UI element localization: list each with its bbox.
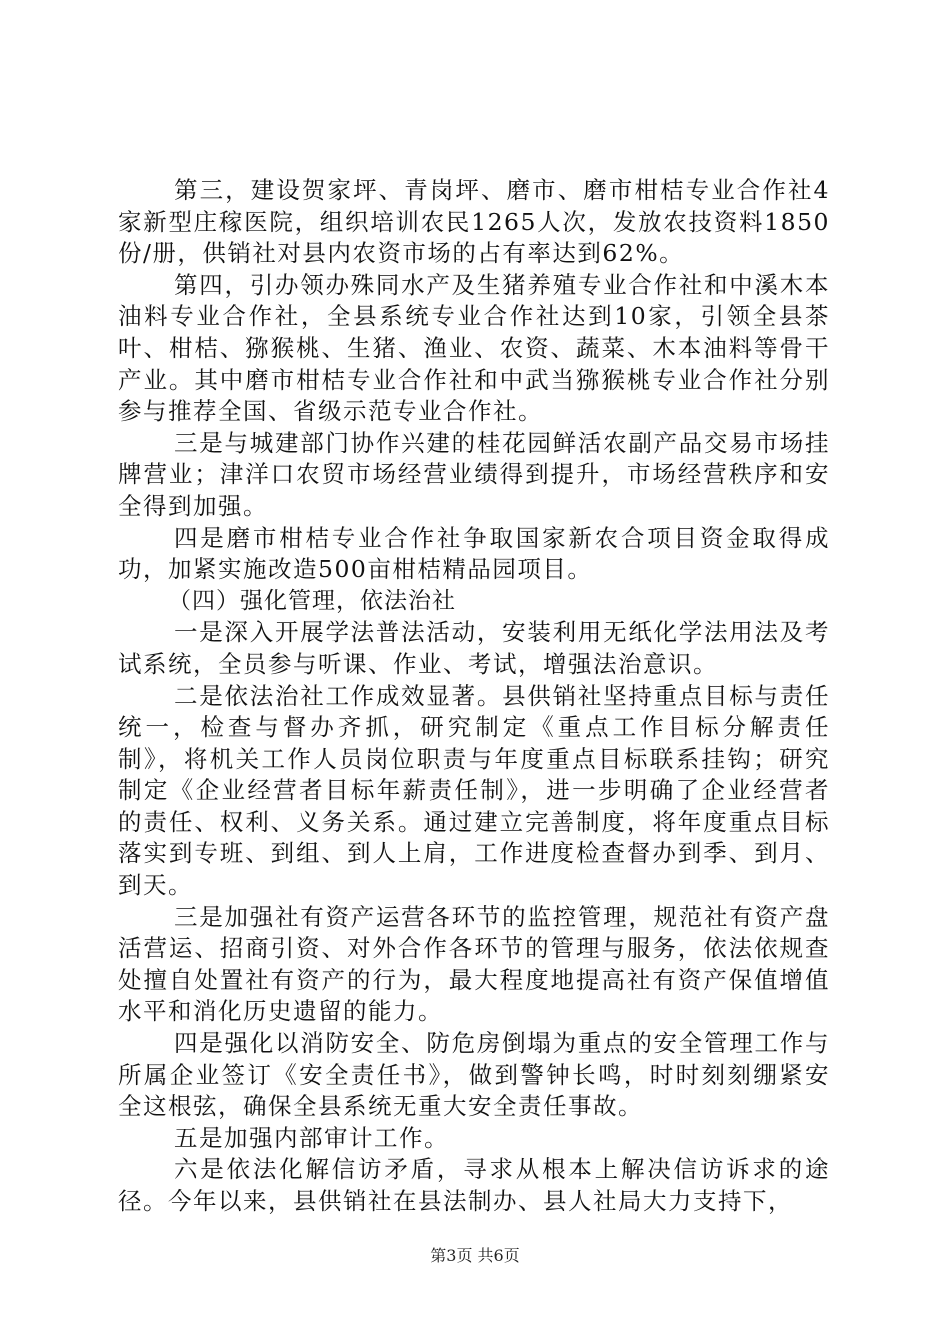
paragraph-petitions: 六是依法化解信访矛盾，寻求从根本上解决信访诉求的途径。今年以来，县供销社在县法制办、县人社局大力支持下，: [118, 1155, 830, 1215]
paragraph-third-rural-clinics: 第三，建设贺家坪、青岗坪、磨市、磨市柑桔专业合作社4家新型庄稼医院，组织培训农民1265人次，发放农技资料1850份/册，供销社对县内农资市场的占有率达到62%。: [118, 176, 830, 268]
paragraph-rule-of-law: 二是依法治社工作成效显著。县供销社坚持重点目标与责任统一，检查与督办齐抓，研究制定《重点工作目标分解责任制》，将机关工作人员岗位职责与年度重点目标联系挂钩；研究制定《企业经营者目标年薪责任制》，进一步明确了企业经营者的责任、权利、义务关系。通过建立完善制度，将年度重点目标落实到专班、到组、到人上肩，工作进度检查督办到季、到月、到天。: [118, 681, 830, 900]
document-body: [118, 175, 830, 1218]
page-number-footer: 第3页 共6页: [430, 1246, 520, 1265]
paragraph-internal-audit: 五是加强内部审计工作。: [174, 1123, 449, 1152]
section-heading: （四）强化管理，依法治社: [168, 587, 456, 614]
paragraph-safety-management: 四是强化以消防安全、防危房倒塌为重点的安全管理工作与所属企业签订《安全责任书》，做到警钟长鸣，时时刻刻绷紧安全这根弦，确保全县系统无重大安全责任事故。: [118, 1029, 830, 1121]
paragraph-citrus-project: 四是磨市柑桔专业合作社争取国家新农合项目资金取得成功，加紧实施改造500亩柑桔精品园项目。: [118, 523, 830, 584]
paragraph-asset-management: 三是加强社有资产运营各环节的监控管理，规范社有资产盘活营运、招商引资、对外合作各环节的管理与服务，依法依规查处擅自处置社有资产的行为，最大程度地提高社有资产保值增值水平和消化历史遗留的能力。: [118, 902, 830, 1026]
paragraph-fourth-cooperatives: 第四，引办领办殊同水产及生猪养殖专业合作社和中溪木本油料专业合作社，全县系统专业合作社达到10家，引领全县茶叶、柑桔、猕猴桃、生猪、渔业、农资、蔬菜、木本油料等骨干产业。其中磨市柑桔专业合作社和中武当猕猴桃专业合作社分别参与推荐全国、省级示范专业合作社。: [118, 270, 830, 426]
paragraph-law-study: 一是深入开展学法普法活动，安装利用无纸化学法用法及考试系统，全员参与听课、作业、考试，增强法治意识。: [118, 618, 830, 678]
paragraph-market-opening: 三是与城建部门协作兴建的桂花园鲜活农副产品交易市场挂牌营业；津洋口农贸市场经营业绩得到提升，市场经营秩序和安全得到加强。: [118, 428, 830, 520]
